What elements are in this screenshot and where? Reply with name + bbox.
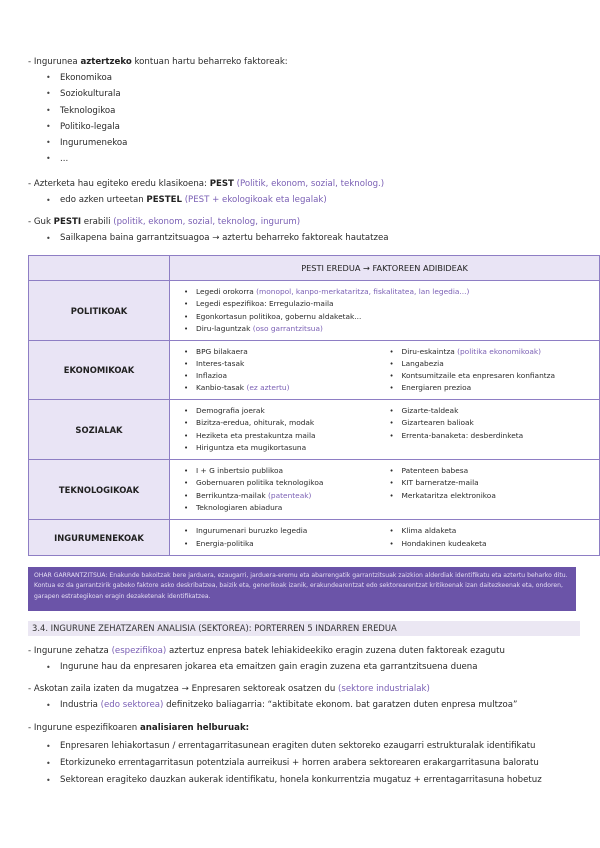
table-header-empty [29, 256, 170, 281]
list-item: • Egonkortasun politikoa, gobernu aldaketak... [182, 311, 593, 323]
list-item: • Sektorean eragiteko dauzkan aukerak identifikatu, honela konkurrentzia mugatuz + errentagarritasuna hobetuz [28, 772, 580, 789]
list-item: • Hondakinen kudeaketa [388, 538, 594, 550]
list-item: • Soziokulturala [28, 86, 580, 102]
specific-list [28, 661, 580, 674]
pesti-list [28, 232, 580, 245]
objectives-list [28, 738, 580, 789]
row-label-sozialak: SOZIALAK [29, 400, 170, 460]
list-item: • Errenta-banaketa: desberdinketa [388, 430, 594, 442]
list-item: • Etorkizuneko errentagarritasun potentziala aurreikusi + horren arabera sektorearen erakargarritasuna baloratu [28, 755, 580, 772]
list-item: • BPG bilakaera [182, 346, 388, 358]
sozialak-cell [170, 400, 600, 460]
list-item: • Kanbio-tasak (ez aztertu) [182, 382, 388, 394]
table-row [29, 520, 600, 556]
list-item: • Energia-politika [182, 538, 388, 550]
list-item: • Merkataritza elektronikoa [388, 490, 594, 502]
table-row [29, 341, 600, 400]
table-header-row [29, 256, 600, 281]
list-item: • Ingurumenari buruzko legedia [182, 525, 388, 537]
pest-line: - Azterketa hau egiteko eredu klasikoena: PEST (Politik, ekonom, sozial, teknolog.) [28, 179, 385, 189]
list-item: • Patenteen babesa [388, 465, 594, 477]
list-item: • Langabezia [388, 358, 594, 370]
objectives-line: - Ingurune espezifikoaren analisiaren helburuak: [28, 723, 250, 733]
list-item: • Sailkapena baina garrantzitsuagoa → aztertu beharreko faktoreak hautatzea [28, 232, 580, 245]
pesti-section [28, 216, 580, 245]
pest-section [28, 178, 580, 207]
list-item: • Gobernuaren politika teknologikoa [182, 477, 388, 489]
specific-line: - Ingurune zehatza (espezifikoa) aztertuz enpresa batek lehiakideekiko eragin zuzena duten faktoreak ezagutu [28, 646, 505, 656]
important-note: OHAR GARRANTZITSUA: Enakunde bakoitzak bere jarduera, ezaugarri, jarduera-eremu eta abarrengatik garrantzitsuak zaizkion alderdiak identifikatu eta aztertu beharko ditu. Kontua ez da garrantzirik gabeko faktore asko deskribatzea, baizik eta, generikoak izanik, erakundearentzat edo sektorearentzat kritikoenak izan daitezkeenak eta, ondoren, garapen estrategikoan eragin dezaketenak identifikatzea. [28, 567, 576, 611]
list-item: • Enpresaren lehiakortasun / errentagarritasunean eragiten duten sektoreko ezaugarri estrukturalak identifikatu [28, 738, 580, 755]
factors-intro: - Ingurunea aztertzeko kontuan hartu beharreko faktoreak: [28, 57, 288, 67]
row-label-ekonomikoak: EKONOMIKOAK [29, 341, 170, 400]
list-item: • Ingurumenekoa [28, 135, 580, 151]
list-item: • Diru-eskaintza (politika ekonomikoak) [388, 346, 594, 358]
list-item: • Gizartearen balioak [388, 417, 594, 429]
list-item: • Inflazioa [182, 370, 388, 382]
list-item: • edo azken urteetan PESTEL (PEST + ekologikoak eta legalak) [28, 194, 580, 207]
list-item: • Industria (edo sektorea) definitzeko baliagarria: “aktibitate ekonom. bat garatzen duten enpresa multzoa” [28, 699, 580, 712]
list-item: • Berrikuntza-mailak (patenteak) [182, 490, 388, 502]
list-item: • ... [28, 151, 580, 167]
row-label-teknologikoak: TEKNOLOGIKOAK [29, 460, 170, 520]
objectives-section [28, 722, 580, 789]
list-item: • Ingurune hau da enpresaren jokarea eta emaitzen gain eragin zuzena eta garrantzitsuena duena [28, 661, 580, 674]
list-item: • Kontsumitzaile eta enpresaren konfiantza [388, 370, 594, 382]
table-row [29, 460, 600, 520]
list-item: • Hiriguntza eta mugikortasuna [182, 442, 388, 454]
table-row [29, 400, 600, 460]
sector-list [28, 699, 580, 712]
politikoak-cell [170, 281, 600, 341]
factors-list [28, 70, 580, 168]
ingurumenekoak-cell [170, 520, 600, 556]
ekonomikoak-cell [170, 341, 600, 400]
sector-section [28, 683, 580, 712]
section-title: 3.4. INGURUNE ZEHATZAREN ANALISIA (SEKTOREA): PORTERREN 5 INDARREN EREDUA [28, 621, 580, 636]
list-item: • Legedi orokorra (monopol, kanpo-merkataritza, fiskalitatea, lan legedia...) [182, 286, 593, 298]
table-row [29, 281, 600, 341]
list-item: • Bizitza-eredua, ohiturak, modak [182, 417, 388, 429]
pestel-list [28, 194, 580, 207]
list-item: • KIT barneratze-maila [388, 477, 594, 489]
list-item: • Demografia joerak [182, 405, 388, 417]
list-item: • Diru-laguntzak (oso garrantzitsua) [182, 323, 593, 335]
factors-section [28, 56, 580, 168]
list-item: • Teknologikoa [28, 103, 580, 119]
pesti-line: - Guk PESTI erabili (politik, ekonom, sozial, teknolog, ingurum) [28, 217, 301, 227]
list-item: • Klima aldaketa [388, 525, 594, 537]
list-item: • Ekonomikoa [28, 70, 580, 86]
teknologikoak-cell [170, 460, 600, 520]
list-item: • Heziketa eta prestakuntza maila [182, 430, 388, 442]
list-item: • Teknologiaren abiadura [182, 502, 388, 514]
list-item: • Legedi espezifikoa: Erregulazio-maila [182, 298, 593, 310]
list-item: • I + G inbertsio publikoa [182, 465, 388, 477]
sector-line: - Askotan zaila izaten da mugatzea → Enpresaren sektoreak osatzen du (sektore industrialak) [28, 684, 430, 694]
pesti-table [28, 255, 600, 556]
list-item: • Politiko-legala [28, 119, 580, 135]
list-item: • Interes-tasak [182, 358, 388, 370]
row-label-politikoak: POLITIKOAK [29, 281, 170, 341]
row-label-ingurumenekoak: INGURUMENEKOAK [29, 520, 170, 556]
list-item: • Gizarte-taldeak [388, 405, 594, 417]
specific-environment-section [28, 645, 580, 674]
table-header: PESTI EREDUA → FAKTOREEN ADIBIDEAK [170, 256, 600, 281]
list-item: • Energiaren prezioa [388, 382, 594, 394]
